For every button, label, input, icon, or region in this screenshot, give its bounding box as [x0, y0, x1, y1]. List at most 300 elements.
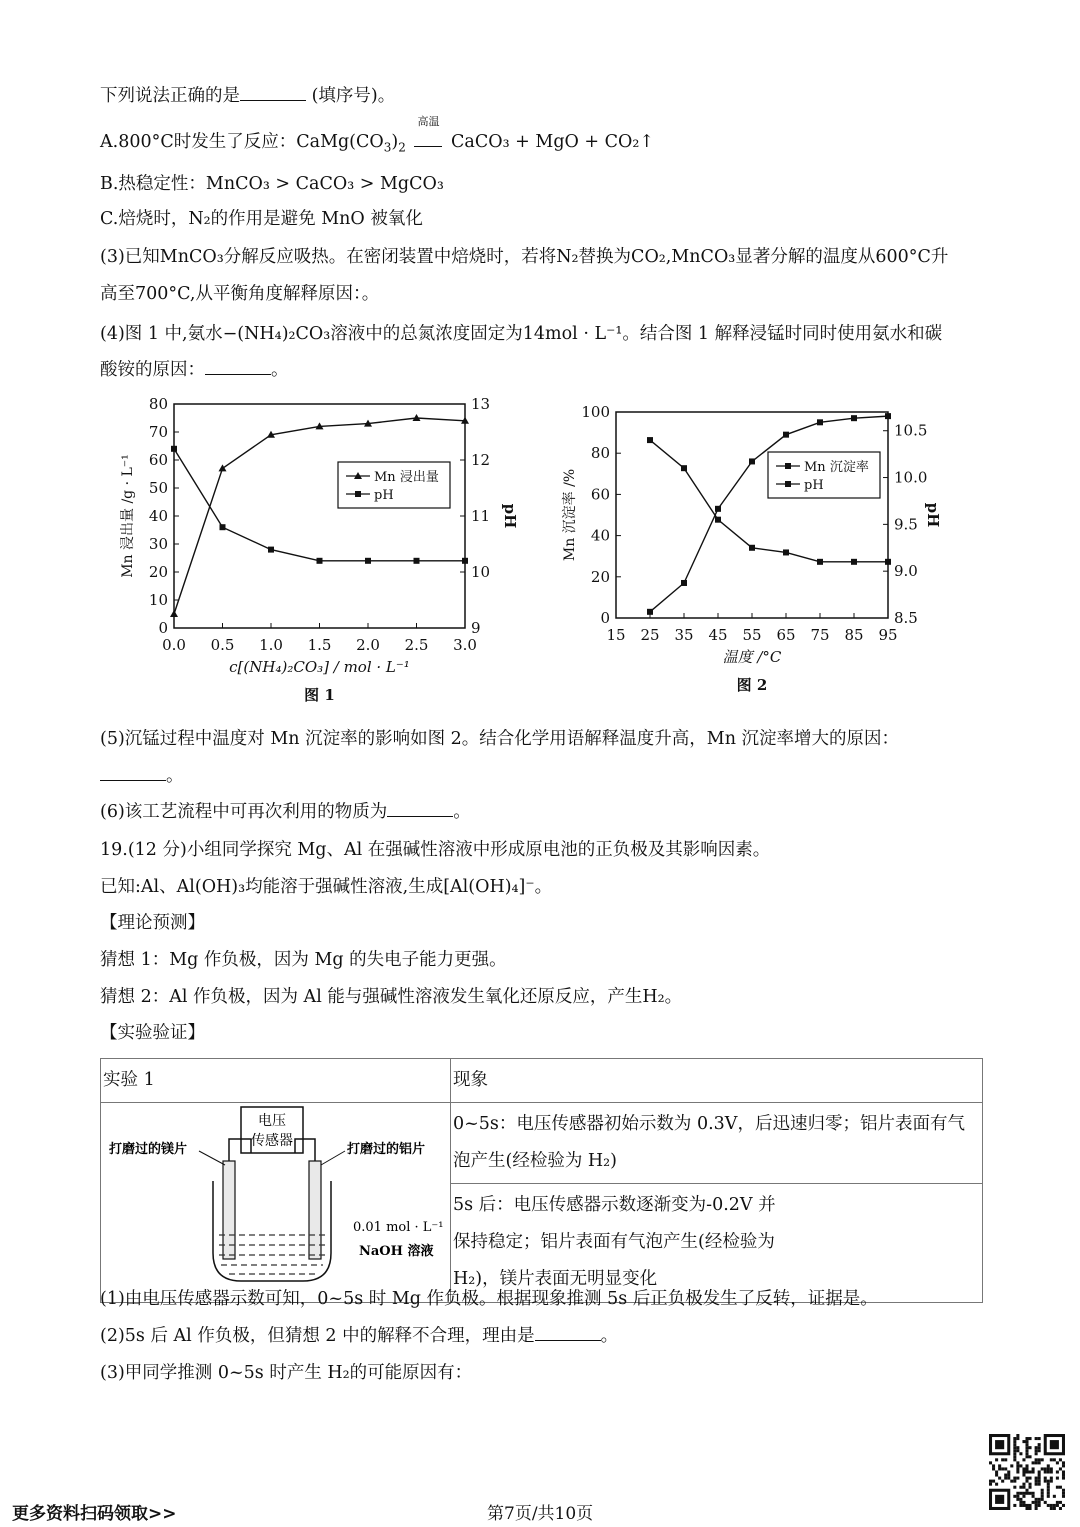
footer-more-resources[interactable]: 更多资料扫码领取>> — [12, 1504, 177, 1524]
qr-module — [1025, 1492, 1028, 1495]
qr-finder-core — [995, 1495, 1004, 1504]
qr-module — [1029, 1477, 1032, 1480]
qr-module — [992, 1467, 995, 1470]
y-tick-label: 40 — [148, 507, 168, 525]
y-tick-label: 70 — [148, 423, 168, 441]
qr-module — [1025, 1489, 1028, 1492]
qr-module — [1013, 1504, 1016, 1507]
qr-module — [1025, 1467, 1028, 1470]
observation-after-5s-line3: H₂)，镁片表面无明显变化 — [453, 1269, 658, 1289]
qr-module — [1047, 1480, 1050, 1483]
qr-module — [992, 1464, 995, 1467]
qr-module — [1056, 1461, 1059, 1464]
question-5-tail: 。 — [166, 766, 184, 786]
qr-module — [1062, 1461, 1065, 1464]
qr-module — [1047, 1483, 1050, 1486]
qr-module — [1038, 1470, 1041, 1473]
y-tick-label: 40 — [590, 526, 610, 545]
qr-module — [1041, 1458, 1044, 1461]
qr-module — [1007, 1477, 1010, 1480]
qr-module — [1035, 1480, 1038, 1483]
qr-module — [1056, 1470, 1059, 1473]
known-info: 已知:Al、Al(OH)₃均能溶于强碱性溶液,生成[Al(OH)₄]⁻。 — [100, 877, 553, 897]
qr-module — [1025, 1504, 1028, 1507]
data-point — [647, 609, 653, 615]
answer-blank[interactable] — [535, 1324, 601, 1341]
y2-tick-label: 10.0 — [894, 468, 928, 487]
guess-1: 猜想 1：Mg 作负极，因为 Mg 的失电子能力更强。 — [100, 950, 507, 970]
qr-module — [1038, 1477, 1041, 1480]
x-tick-label: 15 — [606, 626, 626, 644]
qr-module — [998, 1477, 1001, 1480]
question-19-title: 19.(12 分)小组同学探究 Mg、Al 在强碱性溶液中形成原电池的正负极及其影响因素。 — [100, 840, 771, 860]
y2-tick-label: 9.5 — [894, 515, 918, 534]
apparatus-cell — [101, 1103, 451, 1303]
reaction-condition: 高温 — [417, 115, 440, 128]
qr-module — [1053, 1458, 1056, 1461]
y-tick-label: 10 — [148, 591, 168, 609]
qr-module — [1019, 1486, 1022, 1489]
qr-module — [1022, 1495, 1025, 1498]
qr-module — [1038, 1437, 1041, 1440]
qr-module — [1050, 1504, 1053, 1507]
qr-module — [1041, 1492, 1044, 1495]
legend-label: pH — [804, 478, 824, 493]
qr-module — [1022, 1458, 1025, 1461]
qr-module — [1053, 1507, 1056, 1510]
qr-module — [1056, 1501, 1059, 1504]
qr-module — [1044, 1501, 1047, 1504]
qr-module — [1059, 1507, 1062, 1510]
observation-0-5s — [451, 1103, 983, 1184]
y-tick-label: 80 — [148, 395, 168, 413]
qr-module — [1013, 1458, 1016, 1461]
qr-module — [1029, 1492, 1032, 1495]
qr-module — [1050, 1470, 1053, 1473]
data-point — [817, 559, 823, 565]
qr-module — [1032, 1470, 1035, 1473]
qr-module — [1013, 1449, 1016, 1452]
qr-module — [1035, 1461, 1038, 1464]
option-c: C.焙烧时，N₂的作用是避免 MnO 被氧化 — [100, 209, 423, 229]
qr-module — [1022, 1483, 1025, 1486]
data-point — [365, 558, 371, 564]
figure-caption: 图 1 — [304, 686, 335, 704]
qr-module — [1041, 1498, 1044, 1501]
figure-1-chart — [110, 392, 519, 710]
qr-module — [1038, 1504, 1041, 1507]
qr-module — [1047, 1492, 1050, 1495]
x-tick-label: 2.5 — [404, 636, 429, 654]
qr-module — [1013, 1452, 1016, 1455]
data-point — [817, 419, 823, 425]
qr-module — [1062, 1495, 1065, 1498]
qr-module — [1047, 1495, 1050, 1498]
qr-module — [1025, 1437, 1028, 1440]
qr-module — [1004, 1458, 1007, 1461]
qr-module — [1050, 1467, 1053, 1470]
x-tick-label: 2.0 — [356, 636, 380, 654]
qr-module — [1013, 1437, 1016, 1440]
qr-module — [1010, 1480, 1013, 1483]
qr-module — [1056, 1486, 1059, 1489]
series-line-0 — [174, 418, 465, 614]
qr-module — [1032, 1467, 1035, 1470]
question-3-line1: (3)已知MnCO₃分解反应吸热。在密闭装置中焙烧时，若将N₂替换为CO₂,MnCO₃显著分解的温度从600°C升 — [100, 247, 949, 267]
question-4-tail: 。 — [271, 360, 289, 380]
qr-module — [1022, 1467, 1025, 1470]
qr-module — [1035, 1504, 1038, 1507]
qr-module — [1059, 1458, 1062, 1461]
qr-module — [1047, 1486, 1050, 1489]
qr-module — [1001, 1467, 1004, 1470]
y2-axis-label: pH — [924, 502, 942, 528]
qr-module — [1047, 1489, 1050, 1492]
qr-module — [1050, 1477, 1053, 1480]
qr-module — [1047, 1470, 1050, 1473]
x-tick-label: 1.0 — [259, 636, 283, 654]
x-tick-label: 75 — [810, 626, 830, 644]
qr-module — [1038, 1449, 1041, 1452]
sensor-label-2: 传感器 — [251, 1133, 293, 1149]
y-tick-label: 0 — [600, 609, 610, 627]
qr-module — [1025, 1477, 1028, 1480]
question-19-3: (3)甲同学推测 0~5s 时产生 H₂的可能原因有： — [100, 1363, 473, 1383]
qr-module — [1016, 1464, 1019, 1467]
qr-module — [1016, 1492, 1019, 1495]
answer-blank[interactable] — [205, 358, 271, 375]
legend-label: pH — [374, 488, 394, 503]
question-6 — [100, 800, 471, 824]
y-axis-label: Mn 浸出量 /g · L⁻¹ — [120, 454, 136, 578]
data-point — [462, 558, 468, 564]
sensor-label-1: 电压 — [258, 1113, 286, 1129]
question-19-2-text: (2)5s 后 Al 作负极，但猜想 2 中的解释不合理，理由是 — [100, 1326, 535, 1346]
qr-module — [1016, 1437, 1019, 1440]
legend-marker — [355, 491, 361, 497]
data-point — [783, 549, 789, 555]
qr-module — [989, 1480, 992, 1483]
question-6-text: (6)该工艺流程中可再次利用的物质为 — [100, 802, 388, 822]
qr-module — [1025, 1449, 1028, 1452]
qr-module — [995, 1458, 998, 1461]
qr-module — [1022, 1501, 1025, 1504]
y-tick-label: 30 — [148, 535, 168, 553]
qr-module — [1013, 1480, 1016, 1483]
y-tick-label: 100 — [581, 403, 610, 421]
qr-module — [1013, 1477, 1016, 1480]
qr-module — [1029, 1470, 1032, 1473]
qr-module — [1025, 1507, 1028, 1510]
data-point — [851, 559, 857, 565]
qr-module — [1019, 1464, 1022, 1467]
x-tick-label: 95 — [878, 626, 898, 644]
data-point — [170, 610, 178, 617]
solution-name: NaOH 溶液 — [359, 1244, 434, 1259]
qr-module — [1022, 1492, 1025, 1495]
question-4-line1: (4)图 1 中,氨水−(NH₄)₂CO₃溶液中的总氮浓度固定为14mol · L⁻¹。结合图 1 解释浸锰时同时使用氨水和碳 — [100, 324, 943, 344]
x-tick-label: 35 — [674, 626, 694, 644]
qr-module — [1032, 1495, 1035, 1498]
qr-module — [1025, 1464, 1028, 1467]
question-4-text: 酸铵的原因： — [100, 360, 205, 380]
magnesium-electrode — [223, 1161, 235, 1259]
qr-module — [1059, 1467, 1062, 1470]
question-19-2-tail: 。 — [600, 1326, 619, 1346]
table-header-experiment: 实验 1 — [101, 1059, 451, 1103]
observation-0-5s-line2: 泡产生(经检验为 H₂) — [453, 1151, 617, 1171]
y2-tick-label: 13 — [471, 395, 491, 413]
y-tick-label: 60 — [590, 485, 610, 504]
qr-module — [1062, 1504, 1065, 1507]
observation-after-5s-line2: 保持稳定；铝片表面有气泡产生(经检验为 — [453, 1232, 775, 1252]
qr-module — [1041, 1495, 1044, 1498]
qr-module — [1022, 1474, 1025, 1477]
legend-box — [338, 462, 450, 508]
qr-module — [1050, 1458, 1053, 1461]
y2-tick-label: 11 — [471, 507, 491, 525]
qr-module — [1062, 1470, 1065, 1473]
plot-frame — [616, 412, 888, 618]
data-point — [317, 558, 323, 564]
y-axis-label: Mn 沉淀率 /% — [562, 468, 578, 562]
data-point — [749, 545, 755, 551]
qr-module — [989, 1483, 992, 1486]
qr-module — [1016, 1477, 1019, 1480]
experiment-heading: 【实验验证】 — [100, 1023, 205, 1043]
qr-module — [1053, 1495, 1056, 1498]
data-point — [783, 432, 789, 438]
qr-module — [1022, 1486, 1025, 1489]
question-5-line1: (5)沉锰过程中温度对 Mn 沉淀率的影响如图 2。结合化学用语解释温度升高，Mn 沉淀率增大的原因： — [100, 729, 900, 749]
aluminum-label: 打磨过的铝片 — [347, 1142, 426, 1157]
option-b: B.热稳定性：MnCO₃ > CaCO₃ > MgCO₃ — [100, 174, 444, 194]
y-tick-label: 50 — [148, 479, 168, 497]
qr-module — [1029, 1483, 1032, 1486]
qr-module — [1038, 1498, 1041, 1501]
qr-module — [1016, 1495, 1019, 1498]
question-19-1: (1)由电压传感器示数可知，0~5s 时 Mg 作负极。根据现象推测 5s 后正负极发生了反转，证据是。 — [100, 1289, 878, 1309]
qr-module — [1025, 1480, 1028, 1483]
qr-module — [1013, 1446, 1016, 1449]
q18-stem-tail: (填序号)。 — [311, 86, 396, 106]
qr-module — [1004, 1467, 1007, 1470]
answer-blank[interactable] — [387, 800, 453, 817]
qr-module — [992, 1480, 995, 1483]
qr-module — [1025, 1455, 1028, 1458]
qr-module — [1035, 1458, 1038, 1461]
qr-module — [1019, 1452, 1022, 1455]
figure-caption: 图 2 — [736, 676, 768, 694]
qr-module — [995, 1470, 998, 1473]
qr-module — [1016, 1461, 1019, 1464]
question-6-tail: 。 — [453, 802, 471, 822]
qr-module — [1038, 1480, 1041, 1483]
qr-module — [1062, 1489, 1065, 1492]
qr-module — [1059, 1501, 1062, 1504]
qr-module — [1038, 1443, 1041, 1446]
aluminum-electrode — [309, 1161, 321, 1259]
question-4-line2 — [100, 358, 289, 382]
qr-module — [1032, 1492, 1035, 1495]
qr-module — [1016, 1446, 1019, 1449]
y-tick-label: 0 — [158, 619, 168, 637]
qr-module — [995, 1483, 998, 1486]
observation-after-5s-line1: 5s 后：电压传感器示数逐渐变为-0.2V 并 — [453, 1195, 776, 1215]
qr-module — [1044, 1480, 1047, 1483]
qr-module — [1016, 1470, 1019, 1473]
qr-module — [1047, 1464, 1050, 1467]
qr-module — [1029, 1504, 1032, 1507]
x-tick-label: 55 — [742, 626, 762, 644]
qr-module — [1019, 1501, 1022, 1504]
qr-finder-core — [995, 1440, 1004, 1449]
y-tick-label: 80 — [590, 444, 610, 463]
data-point — [647, 437, 653, 443]
qr-module — [1025, 1470, 1028, 1473]
data-point — [851, 415, 857, 421]
data-point — [681, 465, 687, 471]
qr-module — [1013, 1486, 1016, 1489]
qr-module — [1035, 1501, 1038, 1504]
question-3-line2: 高至700°C,从平衡角度解释原因：。 — [100, 284, 380, 304]
qr-module — [1016, 1467, 1019, 1470]
answer-blank[interactable] — [100, 764, 166, 781]
qr-module — [1025, 1452, 1028, 1455]
qr-module — [1032, 1461, 1035, 1464]
qr-module — [1001, 1458, 1004, 1461]
y-tick-label: 60 — [148, 451, 168, 469]
data-point — [268, 547, 274, 553]
qr-module — [1062, 1477, 1065, 1480]
qr-module — [1050, 1480, 1053, 1483]
qr-module — [1038, 1483, 1041, 1486]
qr-module — [1022, 1470, 1025, 1473]
qr-module — [1050, 1507, 1053, 1510]
qr-module — [1062, 1492, 1065, 1495]
qr-module — [1044, 1477, 1047, 1480]
x-tick-label: 25 — [640, 626, 660, 644]
qr-module — [1035, 1507, 1038, 1510]
qr-module — [1041, 1489, 1044, 1492]
qr-module — [1013, 1455, 1016, 1458]
qr-module — [1056, 1504, 1059, 1507]
qr-module — [1019, 1492, 1022, 1495]
x-axis-label: c[(NH₄)₂CO₃] / mol · L⁻¹ — [229, 658, 410, 676]
observation-0-5s-line1: 0~5s：电压传感器初始示数为 0.3V，后迅速归零；铝片表面有气 — [453, 1114, 965, 1134]
qr-module — [1022, 1504, 1025, 1507]
data-point — [885, 559, 891, 565]
figure-2-chart — [562, 400, 970, 710]
qr-module — [1038, 1474, 1041, 1477]
qr-module — [1059, 1486, 1062, 1489]
legend-marker — [785, 481, 791, 487]
qr-module — [1035, 1446, 1038, 1449]
guess-2: 猜想 2：Al 作负极，因为 Al 能与强碱性溶液发生氧化还原反应，产生H₂。 — [100, 987, 683, 1007]
legend-label: Mn 沉淀率 — [804, 460, 869, 475]
y2-axis-label: pH — [501, 503, 519, 529]
qr-module — [989, 1461, 992, 1464]
qr-module — [1041, 1467, 1044, 1470]
qr-module — [1013, 1443, 1016, 1446]
qr-module — [1007, 1474, 1010, 1477]
qr-module — [1016, 1434, 1019, 1437]
qr-module — [1044, 1467, 1047, 1470]
qr-module — [1047, 1504, 1050, 1507]
qr-module — [1025, 1443, 1028, 1446]
qr-module — [1029, 1437, 1032, 1440]
qr-module — [1035, 1437, 1038, 1440]
qr-module — [1035, 1498, 1038, 1501]
data-point — [749, 458, 755, 464]
qr-module — [1013, 1440, 1016, 1443]
qr-module — [1004, 1477, 1007, 1480]
data-point — [715, 517, 721, 523]
qr-module — [1038, 1461, 1041, 1464]
y2-tick-label: 10.5 — [894, 421, 928, 440]
x-tick-label: 0.0 — [162, 636, 186, 654]
plot-frame — [174, 404, 465, 628]
y2-tick-label: 9 — [471, 619, 481, 637]
qr-module — [1047, 1467, 1050, 1470]
qr-module — [1032, 1501, 1035, 1504]
qr-module — [1044, 1470, 1047, 1473]
magnesium-label: 打磨过的镁片 — [109, 1142, 188, 1157]
qr-module — [1019, 1504, 1022, 1507]
theory-heading: 【理论预测】 — [100, 913, 205, 933]
answer-blank[interactable] — [240, 84, 306, 101]
x-tick-label: 45 — [708, 626, 728, 644]
qr-code-icon[interactable] — [989, 1434, 1065, 1510]
y-tick-label: 20 — [590, 567, 610, 586]
solution-concentration: 0.01 mol · L⁻¹ — [353, 1220, 444, 1235]
qr-module — [1010, 1464, 1013, 1467]
qr-module — [1035, 1452, 1038, 1455]
qr-module — [1035, 1477, 1038, 1480]
option-a: A.800°C时发生了反应：$CaMg(CO_3)_2$ 高温 CaCO₃ + MgO + CO₂↑ — [100, 115, 655, 155]
galvanic-cell-diagram — [101, 1103, 446, 1288]
legend-box — [768, 452, 880, 498]
observation-after-5s — [451, 1184, 983, 1303]
table-header-observation: 现象 — [451, 1059, 983, 1103]
data-point — [220, 524, 226, 530]
x-axis-label: 温度 /°C — [722, 648, 782, 666]
data-point — [219, 464, 227, 471]
qr-module — [1004, 1474, 1007, 1477]
qr-module — [1056, 1477, 1059, 1480]
q18-stem — [100, 84, 395, 108]
data-point — [681, 580, 687, 586]
qr-module — [1029, 1446, 1032, 1449]
qr-module — [998, 1464, 1001, 1467]
x-tick-label: 1.5 — [307, 636, 332, 654]
qr-finder-core — [1050, 1440, 1059, 1449]
y-tick-label: 20 — [148, 563, 168, 581]
x-tick-label: 3.0 — [453, 636, 477, 654]
qr-module — [1022, 1440, 1025, 1443]
qr-module — [1035, 1483, 1038, 1486]
qr-module — [1029, 1507, 1032, 1510]
legend-marker — [785, 463, 791, 469]
x-tick-label: 85 — [844, 626, 864, 644]
legend-label: Mn 浸出量 — [374, 470, 439, 485]
qr-module — [1007, 1470, 1010, 1473]
qr-module — [1053, 1504, 1056, 1507]
q18-stem-text: 下列说法正确的是 — [100, 86, 240, 106]
data-point — [715, 506, 721, 512]
qr-module — [1001, 1480, 1004, 1483]
qr-module — [1038, 1501, 1041, 1504]
